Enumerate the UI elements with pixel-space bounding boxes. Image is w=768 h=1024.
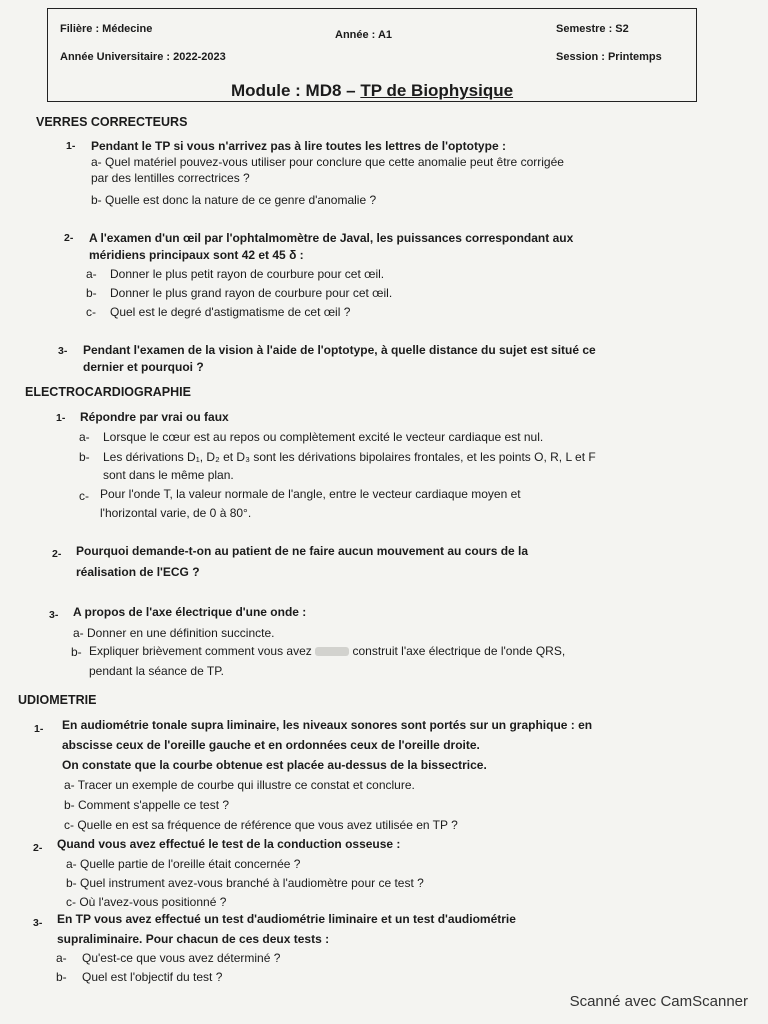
- sub-question-cont: l'horizontal varie, de 0 à 80°.: [100, 506, 252, 520]
- section-audiometrie: UDIOMETRIE: [18, 693, 97, 707]
- question-text-cont: abscisse ceux de l'oreille gauche et en ordonnées ceux de l'oreille droite.: [62, 738, 480, 752]
- question-text: En TP vous avez effectué un test d'audiométrie liminaire et un test d'audiométrie: [57, 912, 516, 926]
- sub-question: b- Quelle est donc la nature de ce genre d'anomalie ?: [91, 193, 377, 207]
- sub-question: Les dérivations D₁, D₂ et D₃ sont les dérivations bipolaires frontales, et les points O, R, L et F: [103, 450, 596, 464]
- q-number: 1-: [34, 723, 44, 735]
- sub-label: c-: [79, 489, 89, 503]
- q-number: 3-: [33, 917, 43, 929]
- sub-question: a- Quel matériel pouvez-vous utiliser pour conclure que cette anomalie peut être corrigée: [91, 155, 564, 169]
- sub-label: b-: [79, 450, 90, 464]
- question-text: A l'examen d'un œil par l'ophtalmomètre de Javal, les puissances correspondant aux: [89, 231, 574, 245]
- sub-question: Qu'est-ce que vous avez déterminé ?: [82, 951, 281, 965]
- sub-label: b-: [56, 970, 67, 984]
- module-title: [48, 81, 696, 101]
- q-number: 3-: [49, 609, 59, 621]
- sub-label: a-: [56, 951, 67, 965]
- question-text-cont: méridiens principaux sont 42 et 45 δ :: [89, 248, 304, 262]
- sub-question-part: Expliquer brièvement comment vous avez: [89, 644, 312, 658]
- sub-question-cont: sont dans le même plan.: [103, 468, 234, 482]
- annee: Année : A1: [335, 29, 393, 41]
- q-number: 2-: [64, 232, 74, 244]
- semestre: Semestre : S2: [556, 23, 629, 35]
- q-number: 2-: [33, 842, 43, 854]
- sub-question: Donner le plus grand rayon de courbure pour cet œil.: [110, 286, 393, 300]
- sub-question: [89, 644, 565, 659]
- sub-question: a- Quelle partie de l'oreille était concernée ?: [66, 857, 301, 871]
- header-box: [47, 8, 697, 102]
- sub-question: c- Où l'avez-vous positionné ?: [66, 895, 227, 909]
- module-name: TP de Biophysique: [360, 81, 514, 100]
- sub-question: Lorsque le cœur est au repos ou complètement excité le vecteur cardiaque est nul.: [103, 430, 544, 444]
- blurred-text: [315, 647, 349, 656]
- q-number: 1-: [56, 412, 66, 424]
- sub-question: c- Quelle en est sa fréquence de référence que vous avez utilisée en TP ?: [64, 818, 458, 832]
- session: Session : Printemps: [556, 51, 662, 63]
- question-text: Quand vous avez effectué le test de la conduction osseuse :: [57, 837, 401, 851]
- sub-question: Pour l'onde T, la valeur normale de l'angle, entre le vecteur cardiaque moyen et: [100, 487, 521, 501]
- module-prefix: Module : MD8 –: [230, 81, 356, 100]
- question-text: A propos de l'axe électrique d'une onde :: [73, 605, 307, 619]
- sub-question: b- Comment s'appelle ce test ?: [64, 798, 230, 812]
- sub-label: a-: [79, 430, 90, 444]
- sub-question: Quel est le degré d'astigmatisme de cet œil ?: [110, 305, 351, 319]
- sub-question: Donner le plus petit rayon de courbure pour cet œil.: [110, 267, 385, 281]
- question-text: Pourquoi demande-t-on au patient de ne faire aucun mouvement au cours de la: [76, 544, 529, 558]
- q-number: 2-: [52, 548, 62, 560]
- sub-question: a- Tracer un exemple de courbe qui illustre ce constat et conclure.: [64, 778, 415, 792]
- scanner-watermark: Scanné avec CamScanner: [569, 993, 748, 1010]
- sub-question-cont: par des lentilles correctrices ?: [91, 171, 250, 185]
- question-text: Pendant l'examen de la vision à l'aide de l'optotype, à quelle distance du sujet est situé ce: [83, 343, 596, 357]
- question-text-cont: dernier et pourquoi ?: [83, 360, 204, 374]
- question-text: Pendant le TP si vous n'arrivez pas à lire toutes les lettres de l'optotype :: [91, 139, 506, 153]
- sub-question: Quel est l'objectif du test ?: [82, 970, 223, 984]
- section-electrocardiographie: ELECTROCARDIOGRAPHIE: [25, 385, 191, 399]
- sub-question: b- Quel instrument avez-vous branché à l'audiomètre pour ce test ?: [66, 876, 424, 890]
- sub-label: b-: [86, 286, 97, 300]
- q-number: 3-: [58, 345, 68, 357]
- question-text-cont: supraliminaire. Pour chacun de ces deux tests :: [57, 932, 330, 946]
- sub-question-part: construit l'axe électrique de l'onde QRS,: [352, 644, 566, 658]
- sub-label: c-: [86, 305, 96, 319]
- q-number: 1-: [66, 140, 76, 152]
- sub-question-cont: pendant la séance de TP.: [89, 664, 224, 678]
- sub-question: a- Donner en une définition succincte.: [73, 626, 275, 640]
- filiere: Filière : Médecine: [60, 23, 153, 35]
- question-text-cont: On constate que la courbe obtenue est placée au-dessus de la bissectrice.: [62, 758, 487, 772]
- annee-universitaire: Année Universitaire : 2022-2023: [60, 51, 226, 63]
- sub-label: b-: [71, 645, 82, 659]
- question-text-cont: réalisation de l'ECG ?: [76, 565, 200, 579]
- sub-label: a-: [86, 267, 97, 281]
- question-text: Répondre par vrai ou faux: [80, 410, 229, 424]
- section-verres-correcteurs: VERRES CORRECTEURS: [36, 115, 188, 129]
- question-text: En audiométrie tonale supra liminaire, les niveaux sonores sont portés sur un graphique : en: [62, 718, 593, 732]
